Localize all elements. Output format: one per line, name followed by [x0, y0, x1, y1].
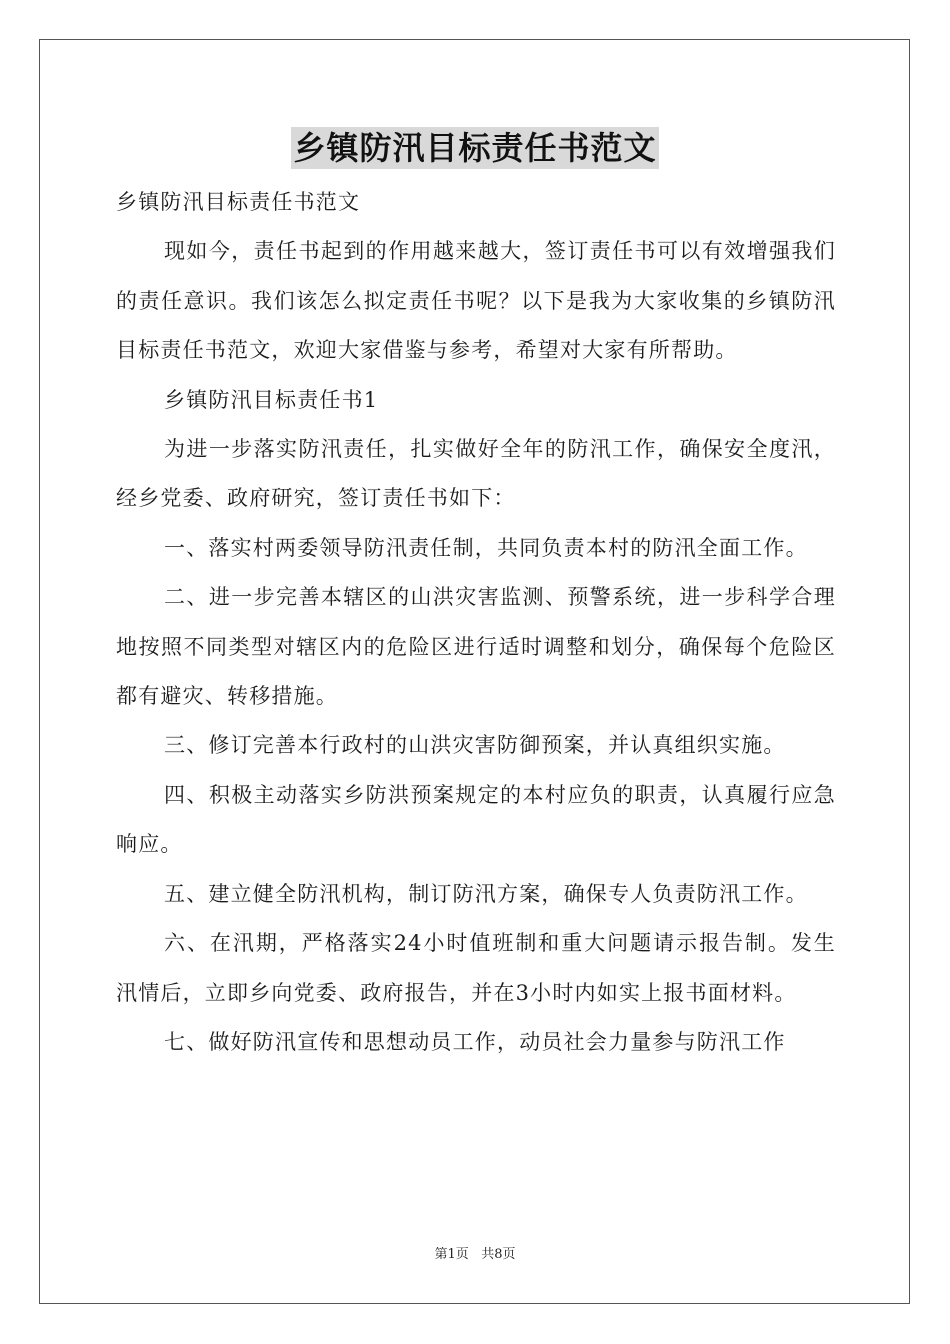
paragraph-item-2: 二、进一步完善本辖区的山洪灾害监测、预警系统，进一步科学合理地按照不同类型对辖区内的危险区进行适时调整和划分，确保每个危险区都有避灾、转移措施。: [116, 585, 836, 709]
paragraph-item-4: 四、积极主动落实乡防洪预案规定的本村应负的职责，认真履行应急响应。: [116, 782, 836, 857]
paragraph-section-heading: 乡镇防汛目标责任书1: [164, 387, 379, 412]
paragraph-item-5: 五、建立健全防汛机构，制订防汛方案，确保专人负责防汛工作。: [164, 881, 808, 906]
paragraph-subtitle: 乡镇防汛目标责任书范文: [116, 190, 361, 214]
page-number: 第1页: [434, 1247, 469, 1262]
paragraph-item-1: 一、落实村两委领导防汛责任制，共同负责本村的防汛全面工作。: [164, 535, 808, 560]
paragraph-intro: 现如今，责任书起到的作用越来越大，签订责任书可以有效增强我们的责任意识。我们该怎么拟定责任书呢？以下是我为大家收集的乡镇防汛目标责任书范文，欢迎大家借鉴与参考，希望对大家有所帮助。: [116, 239, 836, 363]
paragraph-item-3: 三、修订完善本行政村的山洪灾害防御预案，并认真组织实施。: [164, 733, 786, 758]
paragraph-item-7: 七、做好防汛宣传和思想动员工作，动员社会力量参与防汛工作: [164, 1029, 786, 1054]
title-container: [0, 127, 950, 169]
page-total: 共8页: [481, 1247, 516, 1262]
page-footer: [0, 1247, 950, 1263]
paragraph-preamble: 为进一步落实防汛责任，扎实做好全年的防汛工作，确保安全度汛，经乡党委、政府研究，签订责任书如下：: [116, 437, 836, 511]
paragraph-item-6: 六、在汛期，严格落实24小时值班制和重大问题请示报告制。发生汛情后，立即乡向党委、政府报告，并在3小时内如实上报书面材料。: [116, 931, 836, 1005]
document-title: 乡镇防汛目标责任书范文: [293, 129, 657, 167]
document-body: [116, 178, 836, 1067]
